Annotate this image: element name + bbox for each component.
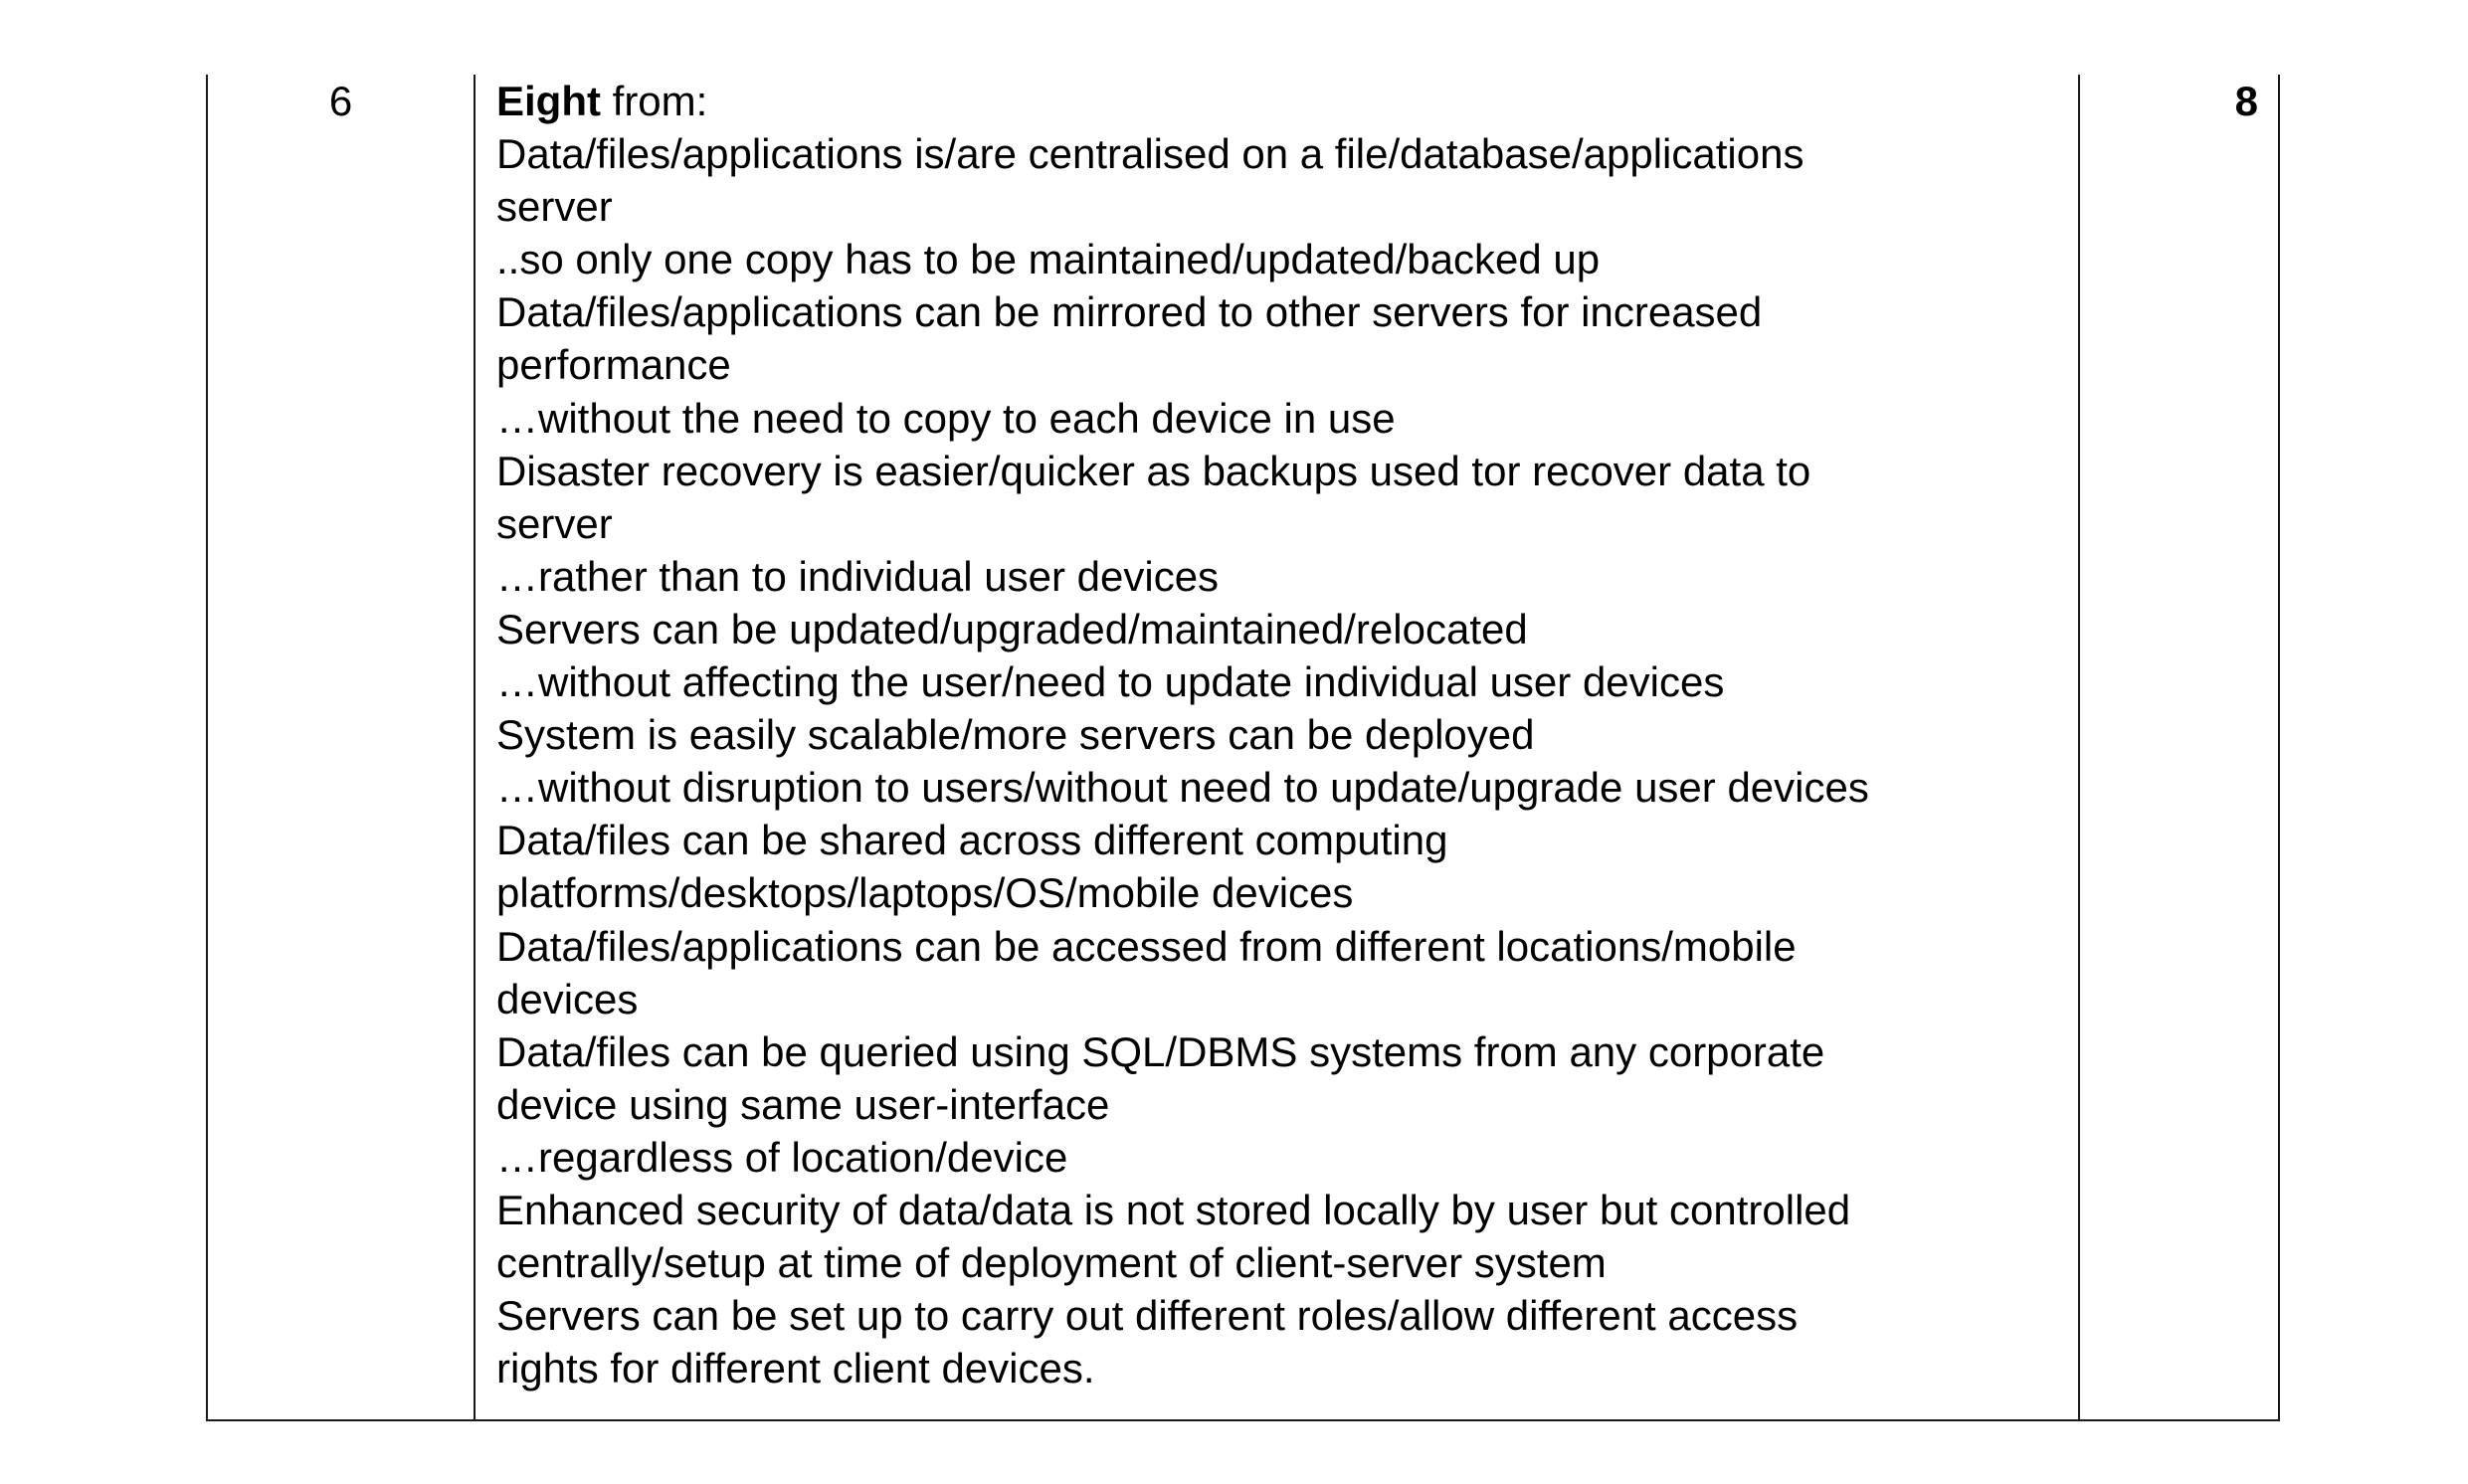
answer-line: devices bbox=[496, 975, 639, 1022]
answer-line: device using same user-interface bbox=[496, 1080, 1110, 1128]
question-number: 6 bbox=[328, 78, 353, 124]
answer-line: Data/files can be queried using SQL/DBMS systems from any corporate bbox=[496, 1027, 1825, 1075]
column-divider-question bbox=[474, 75, 475, 1419]
answer-line: System is easily scalable/more servers can be deployed bbox=[496, 711, 1535, 759]
marks-value: 8 bbox=[2234, 78, 2258, 124]
answer-line: …rather than to individual user devices bbox=[496, 552, 1220, 600]
answer-line: Disaster recovery is easier/quicker as backups used tor recover data to bbox=[496, 447, 1811, 494]
answer-line: Enhanced security of data/data is not stored locally by user but controlled bbox=[496, 1186, 1851, 1233]
answer-line: …without the need to copy to each device in use bbox=[496, 394, 1396, 442]
answer-intro bbox=[496, 75, 2063, 127]
answer-line: Data/files/applications is/are centralised on a file/database/applications bbox=[496, 130, 1804, 178]
answer-line: Servers can be set up to carry out different roles/allow different access bbox=[496, 1292, 1799, 1340]
answer-line: …without disruption to users/without need to update/upgrade user devices bbox=[496, 764, 1869, 812]
answer-intro-count: Eight bbox=[496, 78, 601, 124]
answer-line: …regardless of location/device bbox=[496, 1133, 1068, 1181]
answer-lines bbox=[496, 127, 2063, 1394]
answer-line: centrally/setup at time of deployment of client-server system bbox=[496, 1239, 1607, 1287]
answer-line: rights for different client devices. bbox=[496, 1345, 1095, 1392]
answer-line: Data/files/applications can be mirrored to other servers for increased bbox=[496, 288, 1763, 336]
answer-line: ..so only one copy has to be maintained/updated/backed up bbox=[496, 236, 1601, 283]
mark-scheme-table bbox=[206, 75, 2280, 1421]
answer-line: platforms/desktops/laptops/OS/mobile devices bbox=[496, 869, 1354, 917]
answer-cell bbox=[496, 75, 2063, 1394]
answer-line: performance bbox=[496, 341, 731, 389]
answer-line: …without affecting the user/need to update individual user devices bbox=[496, 658, 1725, 706]
answer-line: server bbox=[496, 183, 613, 231]
answer-line: Servers can be updated/upgraded/maintained/relocated bbox=[496, 605, 1528, 652]
answer-line: server bbox=[496, 499, 613, 547]
answer-line: Data/files/applications can be accessed from different locations/mobile bbox=[496, 922, 1797, 970]
answer-line: Data/files can be shared across different computing bbox=[496, 817, 1448, 864]
column-divider-marks bbox=[2078, 75, 2080, 1419]
answer-intro-rest: from: bbox=[600, 78, 708, 124]
